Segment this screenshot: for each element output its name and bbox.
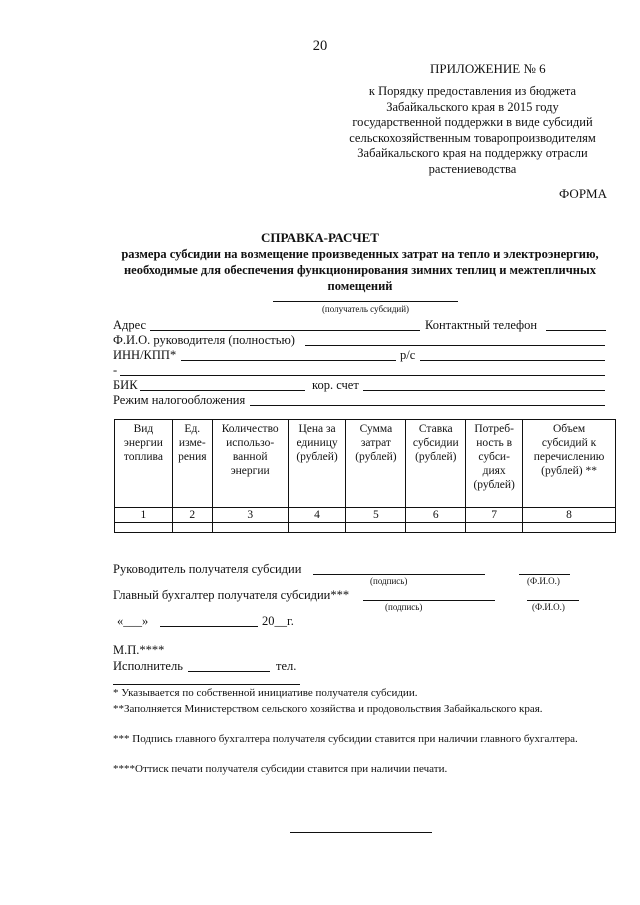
head-name-field[interactable]: [519, 574, 570, 575]
footnote-1: * Указывается по собственной инициативе получателя субсидии.: [113, 687, 418, 699]
tax-label: Режим налогообложения: [113, 393, 246, 407]
extra-field[interactable]: [120, 375, 605, 376]
column-number: 7: [466, 508, 523, 523]
phone-field[interactable]: [546, 330, 606, 331]
date-day: «___»: [117, 614, 149, 628]
form-label: ФОРМА: [559, 186, 607, 201]
appendix-line: государственной поддержки в виде субсидий: [352, 115, 593, 129]
name-caption: (Ф.И.О.): [532, 602, 565, 612]
date-year: 20__г.: [262, 614, 294, 628]
accountant-signature-field[interactable]: [363, 600, 495, 601]
footnote-4: ****Оттиск печати получателя субсидии ставится при наличии печати.: [113, 763, 448, 775]
header-transfer-volume: Объем субсидий к перечислению (рублей) **: [523, 420, 616, 508]
address-label: Адрес: [113, 318, 147, 332]
bik-label: БИК: [113, 378, 138, 392]
header-unit-price: Цена за единицу (рублей): [288, 420, 346, 508]
subtitle-line: необходимые для обеспечения функционирования зимних теплиц и межтепличных: [123, 263, 597, 277]
tel-label: тел.: [276, 659, 297, 673]
page-number: 20: [312, 38, 328, 54]
subtitle-line: размера субсидии на возмещение произведенных затрат на тепло и электроэнергию,: [121, 247, 599, 261]
appendix-order-text: [330, 84, 615, 177]
calculation-table: [114, 419, 616, 533]
header-subsidy-need: Потреб- ность в субси- диях (рублей): [466, 420, 523, 508]
account-label: р/с: [400, 348, 416, 362]
account-field[interactable]: [420, 360, 605, 361]
corr-field[interactable]: [363, 390, 605, 391]
appendix-line: Забайкальского края в 2015 году: [386, 99, 559, 114]
stamp-label: М.П.****: [113, 643, 165, 657]
bik-field[interactable]: [140, 390, 305, 391]
column-number: 8: [523, 508, 616, 523]
head-signature-label: Руководитель получателя субсидии: [113, 562, 302, 576]
dash-label: -: [113, 363, 118, 377]
date-month-field[interactable]: [160, 626, 258, 627]
table-number-row: [115, 508, 616, 523]
column-number: 2: [172, 508, 212, 523]
executor-field[interactable]: [188, 671, 270, 672]
header-unit: Ед. изме- рения: [172, 420, 212, 508]
signature-caption: (подпись): [370, 576, 408, 586]
column-number: 5: [346, 508, 406, 523]
appendix-line: сельскохозяйственным товаропроизводителям: [349, 130, 596, 145]
phone-label: Контактный телефон: [425, 318, 538, 332]
inn-label: ИНН/КПП*: [113, 348, 177, 362]
header-energy-type: Вид энергии топлива: [115, 420, 173, 508]
appendix-line: растениеводства: [428, 161, 517, 176]
header-quantity: Количество использо- ванной энергии: [212, 420, 288, 508]
director-label: Ф.И.О. руководителя (полностью): [113, 333, 295, 347]
bottom-line: [290, 832, 432, 833]
column-number: 4: [288, 508, 346, 523]
name-caption: (Ф.И.О.): [527, 576, 560, 586]
tax-field[interactable]: [250, 405, 605, 406]
subtitle-line: помещений: [327, 279, 393, 293]
address-field[interactable]: [150, 330, 420, 331]
footnote-3: *** Подпись главного бухгалтера получателя субсидии ставится при наличии главного бухгалтера.: [113, 733, 578, 745]
corr-label: кор. счет: [312, 378, 359, 392]
recipient-caption: (получатель субсидий): [321, 304, 410, 314]
document-title: СПРАВКА-РАСЧЕТ: [261, 230, 379, 245]
header-cost-sum: Сумма затрат (рублей): [346, 420, 406, 508]
header-subsidy-rate: Ставка субсидии (рублей): [406, 420, 466, 508]
signature-caption: (подпись): [385, 602, 423, 612]
document-subtitle: [100, 246, 620, 294]
column-number: 1: [115, 508, 173, 523]
appendix-line: Забайкальского края на поддержку отрасли: [357, 146, 588, 160]
appendix-line: к Порядку предоставления из бюджета: [368, 84, 577, 98]
column-number: 6: [406, 508, 466, 523]
column-number: 3: [212, 508, 288, 523]
table-data-row[interactable]: [115, 523, 616, 533]
accountant-name-field[interactable]: [527, 600, 579, 601]
director-field[interactable]: [305, 345, 605, 346]
footnote-2: **Заполняется Министерством сельского хозяйства и продовольствия Забайкальского края.: [113, 703, 543, 715]
head-signature-field[interactable]: [313, 574, 485, 575]
appendix-title: ПРИЛОЖЕНИЕ № 6: [430, 61, 546, 76]
footnote-separator: [113, 684, 300, 685]
table-header-row: [115, 420, 616, 508]
inn-field[interactable]: [181, 360, 396, 361]
executor-label: Исполнитель: [113, 659, 183, 673]
recipient-line[interactable]: [273, 301, 458, 302]
accountant-signature-label: Главный бухгалтер получателя субсидии***: [113, 588, 350, 602]
